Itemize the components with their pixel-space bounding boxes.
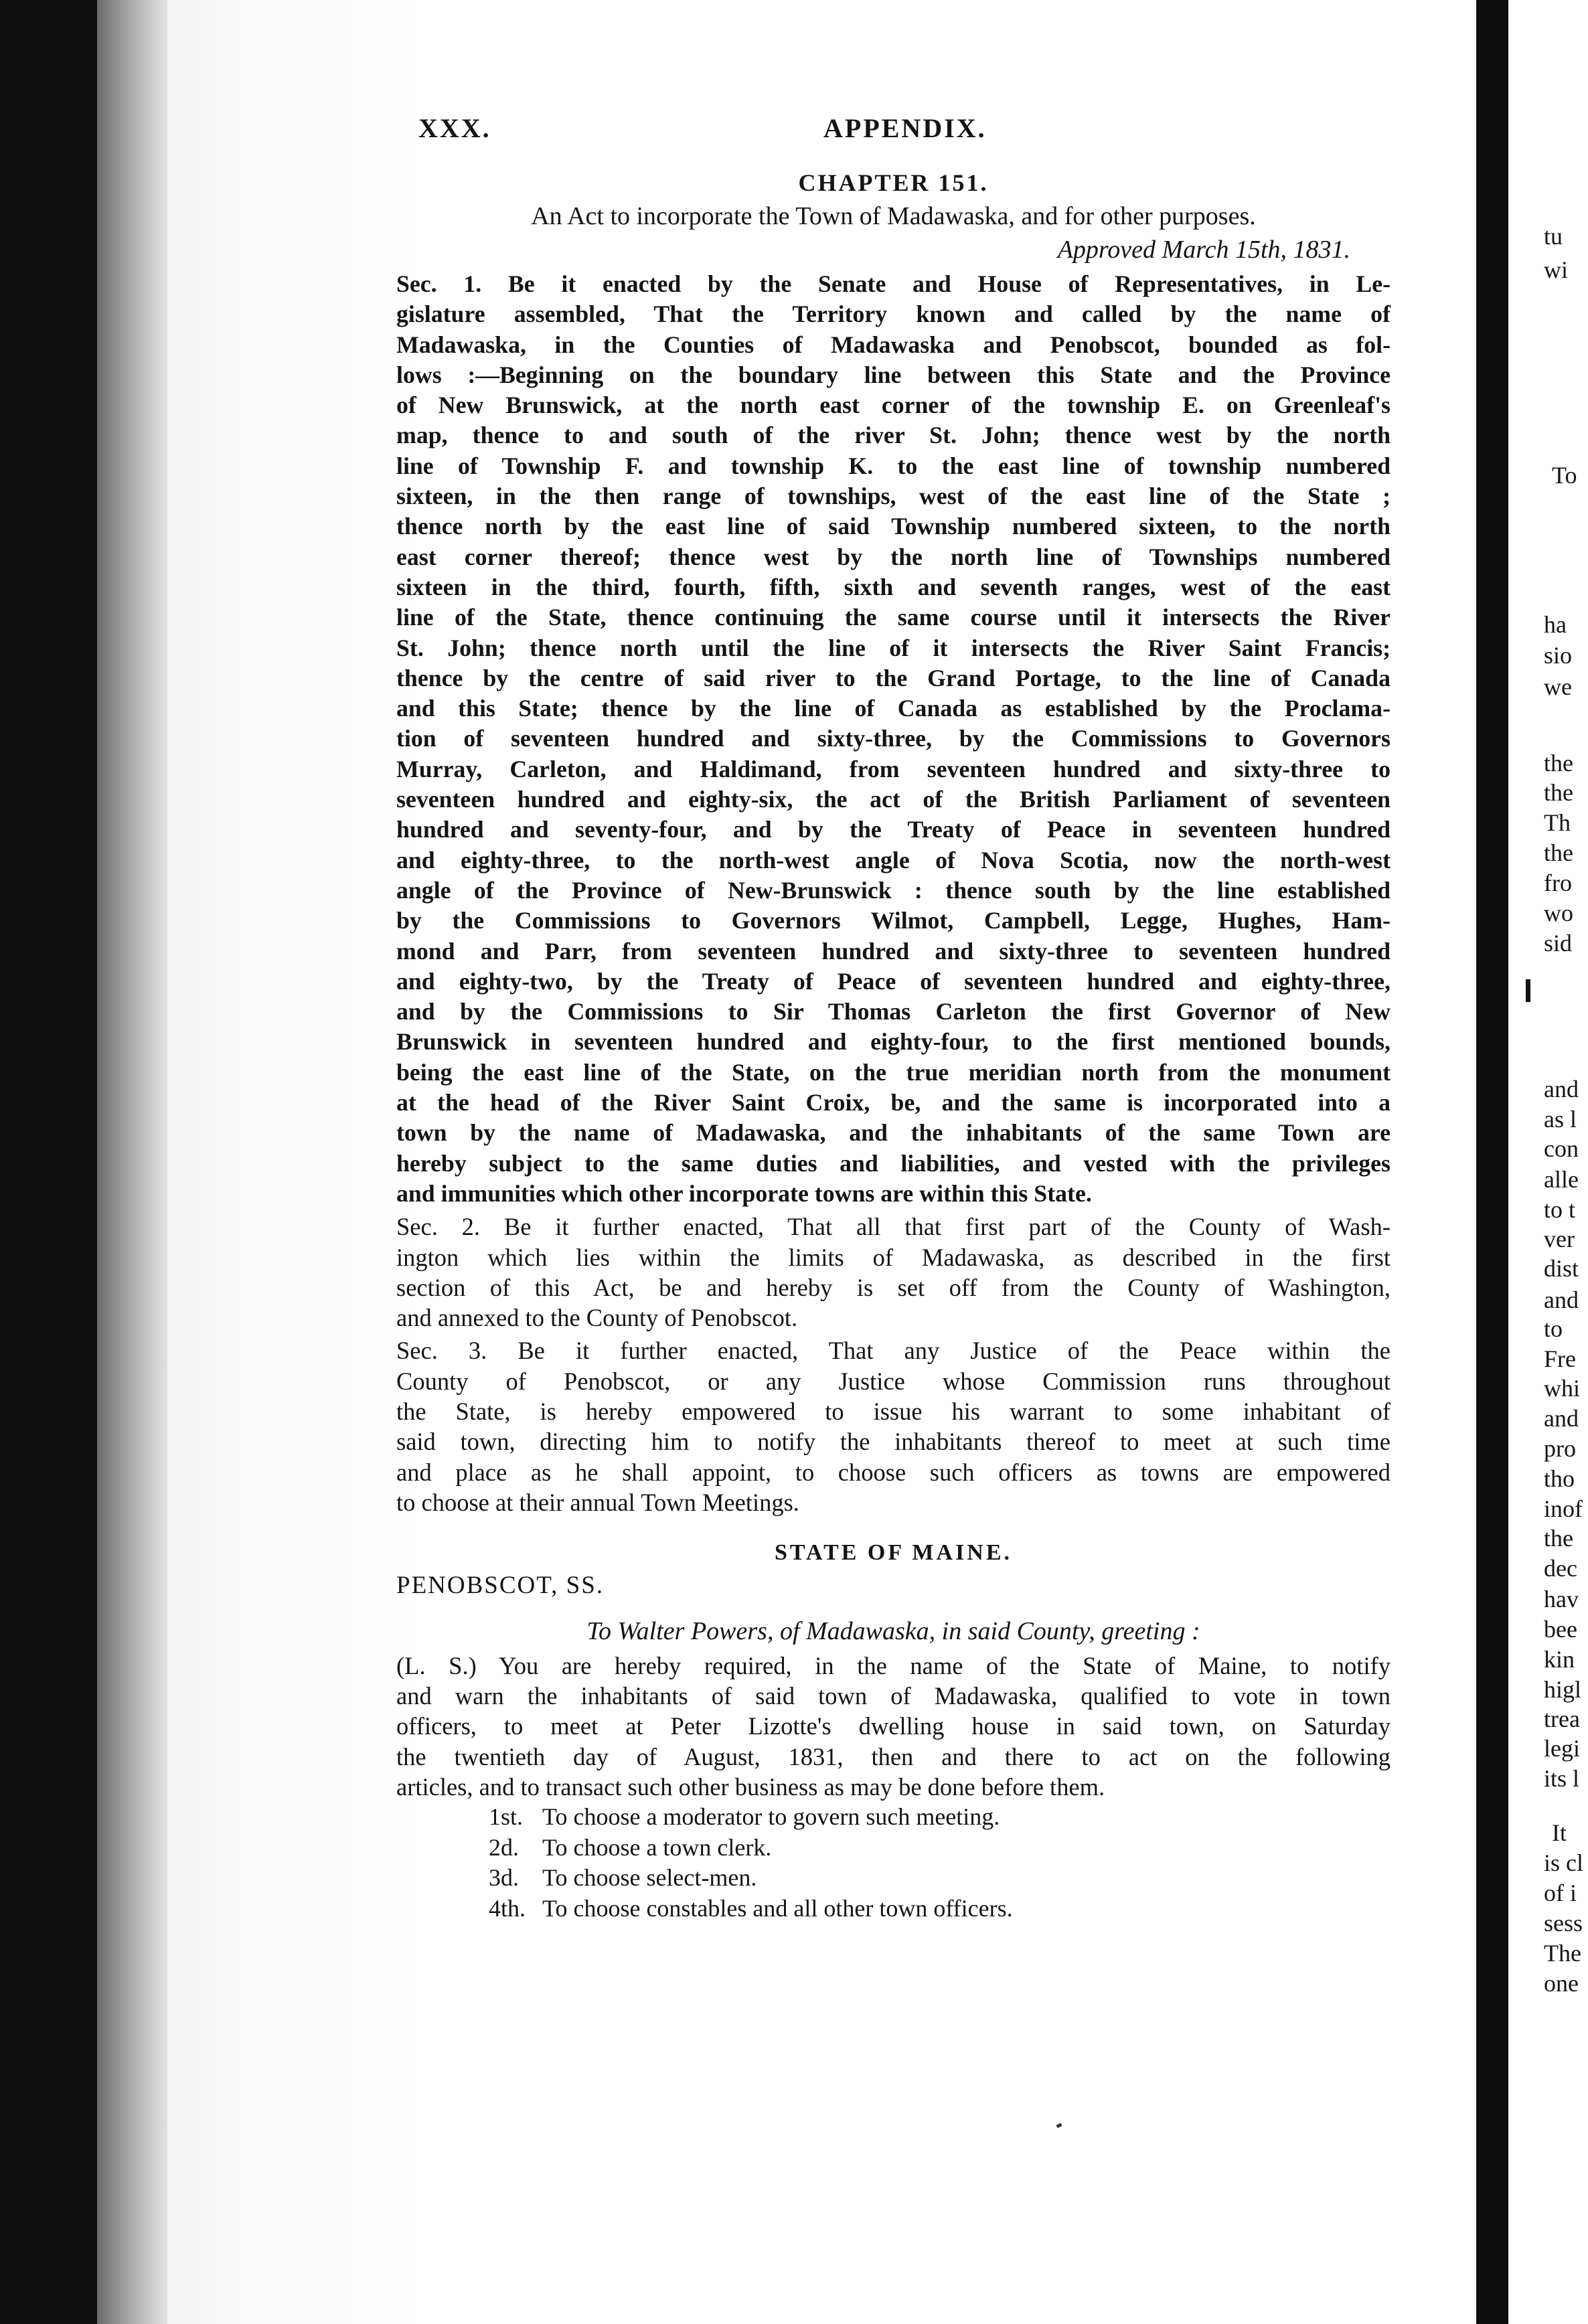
fragment-text: Fre: [1544, 1345, 1576, 1372]
state-heading: STATE OF MAINE.: [774, 1540, 1012, 1566]
text-line: Madawaska, in the Counties of Madawaska and Penobscot, bounded as fol-: [396, 331, 1391, 358]
text-line: thence by the centre of said river to the Grand Portage, to the line of Canada: [396, 664, 1391, 691]
fragment-text: ha: [1544, 611, 1567, 638]
running-title: APPENDIX.: [823, 113, 987, 143]
fragment-text: pro: [1544, 1435, 1576, 1462]
text-line: and eighty-three, to the north-west angle of Nova Scotia, now the north-west: [396, 846, 1391, 874]
fragment-text: To: [1552, 462, 1577, 489]
section-1-lines: [396, 269, 1391, 1179]
article-item: [489, 1863, 1391, 1894]
adjacent-page-fragment: [1512, 0, 1588, 2324]
text-line: Murray, Carleton, and Haldimand, from seventeen hundred and sixty-three to: [396, 755, 1391, 782]
fragment-text: dec: [1544, 1555, 1577, 1582]
article-item: [489, 1833, 1391, 1863]
warrant-greeting: To Walter Powers, of Madawaska, in said County, greeting :: [586, 1616, 1200, 1645]
text-line: St. John; thence north until the line of it intersects the River Saint Francis;: [396, 634, 1391, 661]
text-line: by the Commissions to Governors Wilmot, Campbell, Legge, Hughes, Ham-: [396, 907, 1391, 934]
fragment-text: is cl: [1544, 1849, 1583, 1876]
warrant-lines: [396, 1651, 1391, 1772]
text-line: sixteen, in the then range of townships, west of the east line of the State ;: [396, 483, 1391, 510]
fragment-text: its l: [1544, 1765, 1580, 1792]
fragment-text: whi: [1544, 1375, 1580, 1402]
article-text: To choose select-men.: [542, 1864, 757, 1892]
text-line: angle of the Province of New-Brunswick : thence south by the line established: [396, 876, 1391, 904]
page-divider-shadow: [1476, 0, 1508, 2324]
fragment-text: It: [1552, 1819, 1567, 1846]
warrant-last-line: articles, and to transact such other business as may be done before them.: [396, 1772, 1105, 1801]
text-line: lows :—Beginning on the boundary line between this State and the Province: [396, 361, 1391, 388]
text-line: town by the name of Madawaska, and the inhabitants of the same Town are: [396, 1119, 1391, 1147]
text-line: and eighty-two, by the Treaty of Peace of seventeen hundred and eighty-three,: [396, 967, 1391, 995]
text-line: said town, directing him to notify the inhabitants thereof to meet at such time: [396, 1428, 1391, 1456]
fragment-text: and: [1544, 1405, 1579, 1432]
text-line: the State, is hereby empowered to issue his warrant to some inhabitant of: [396, 1397, 1391, 1425]
fragment-text: fro: [1544, 869, 1572, 896]
fragment-text: dist: [1544, 1255, 1579, 1282]
fragment-text: tho: [1544, 1465, 1575, 1492]
page-number: XXX.: [418, 113, 491, 143]
fragment-text: the: [1544, 839, 1573, 866]
fragment-text: to: [1544, 1315, 1563, 1342]
fragment-text: trea: [1544, 1706, 1580, 1732]
fragment-text: alle: [1544, 1166, 1579, 1193]
section-2-lines: [396, 1212, 1391, 1303]
fragment-text: con: [1544, 1135, 1579, 1162]
act-title: An Act to incorporate the Town of Madawaska, and for other purposes.: [531, 202, 1256, 230]
warrant-body: [396, 1651, 1391, 1802]
fragment-text: of i: [1544, 1880, 1577, 1906]
page-body: [396, 169, 1391, 1924]
fragment-text: sio: [1544, 642, 1573, 669]
text-line: map, thence to and south of the river St. John; thence west by the north: [396, 422, 1391, 449]
article-number: 1st.: [489, 1803, 524, 1831]
section-2: [396, 1212, 1391, 1333]
fragment-text: tu: [1544, 223, 1563, 250]
text-line: at the head of the River Saint Croix, be, and the same is incorporated into a: [396, 1089, 1391, 1116]
fragment-text: and: [1544, 1076, 1579, 1102]
fragment-text: The: [1544, 1940, 1581, 1967]
fragment-text: inof: [1544, 1495, 1583, 1522]
article-text: To choose a moderator to govern such meeting.: [542, 1803, 1000, 1831]
approval-date: Approved March 15th, 1831.: [1057, 236, 1350, 264]
fragment-text: as l: [1544, 1106, 1577, 1133]
article-text: To choose a town clerk.: [542, 1833, 772, 1861]
text-line: hundred and seventy-four, and by the Treaty of Peace in seventeen hundred: [396, 816, 1391, 843]
text-line: County of Penobscot, or any Justice whose Commission runs throughout: [396, 1367, 1391, 1395]
fragment-text: sid: [1544, 930, 1573, 957]
fragment-text: bee: [1544, 1616, 1577, 1643]
text-line: section of this Act, be and hereby is set off from the County of Washington,: [396, 1273, 1391, 1301]
text-line: of New Brunswick, at the north east corner of the township E. on Greenleaf's: [396, 392, 1391, 419]
article-number: 4th.: [489, 1894, 526, 1922]
fragment-text: legi: [1544, 1735, 1580, 1762]
warrant-articles: [396, 1802, 1391, 1924]
text-line: being the east line of the State, on the true meridian north from the monument: [396, 1058, 1391, 1086]
section-2-last-line: and annexed to the County of Penobscot.: [396, 1304, 798, 1332]
text-line: Brunswick in seventeen hundred and eighty-four, to the first mentioned bounds,: [396, 1028, 1391, 1056]
fragment-text: the: [1544, 1525, 1573, 1552]
article-number: 2d.: [489, 1833, 519, 1861]
chapter-heading: CHAPTER 151.: [798, 169, 989, 196]
section-3-last-line: to choose at their annual Town Meetings.: [396, 1488, 799, 1516]
text-line: Sec. 2. Be it further enacted, That all that first part of the County of Wash-: [396, 1213, 1391, 1241]
fragment-text: ver: [1544, 1226, 1575, 1252]
article-item: [489, 1802, 1391, 1833]
fragment-text: hav: [1544, 1586, 1579, 1612]
text-line: and warn the inhabitants of said town of Madawaska, qualified to vote in town: [396, 1682, 1391, 1710]
fragment-text: to t: [1544, 1196, 1576, 1223]
section-1: [396, 269, 1391, 1209]
text-line: thence north by the east line of said Township numbered sixteen, to the north: [396, 513, 1391, 540]
text-line: officers, to meet at Peter Lizotte's dwelling house in said town, on Saturday: [396, 1712, 1391, 1740]
text-line: ington which lies within the limits of Madawaska, as described in the first: [396, 1243, 1391, 1271]
text-line: line of the State, thence continuing the same course until it intersects the River: [396, 604, 1391, 631]
text-line: seventeen hundred and eighty-six, the act of the British Parliament of seventeen: [396, 786, 1391, 813]
fragment-text: the: [1544, 779, 1573, 806]
article-item: [489, 1894, 1391, 1924]
text-line: (L. S.) You are hereby required, in the name of the State of Maine, to notify: [396, 1651, 1391, 1679]
section-3: [396, 1335, 1391, 1517]
fragment-text: wi: [1544, 256, 1568, 283]
text-line: Sec. 3. Be it further enacted, That any Justice of the Peace within the: [396, 1337, 1391, 1365]
article-text: To choose constables and all other town officers.: [542, 1894, 1013, 1922]
fragment-text: kin: [1544, 1646, 1575, 1673]
fragment-text: wo: [1544, 900, 1573, 926]
text-line: the twentieth day of August, 1831, then and there to act on the following: [396, 1742, 1391, 1770]
text-line: and place as he shall appoint, to choose such officers as towns are empowered: [396, 1458, 1391, 1486]
text-line: line of Township F. and township K. to the east line of township numbered: [396, 452, 1391, 479]
text-line: Sec. 1. Be it enacted by the Senate and House of Representatives, in Le-: [396, 270, 1391, 297]
text-line: tion of seventeen hundred and sixty-three, by the Commissions to Governors: [396, 725, 1391, 752]
text-line: east corner thereof; thence west by the north line of Townships numbered: [396, 543, 1391, 570]
fragment-text: one: [1544, 1970, 1579, 1997]
fragment-text: higl: [1544, 1676, 1582, 1703]
text-line: hereby subject to the same duties and liabilities, and vested with the privileges: [396, 1149, 1391, 1177]
county-heading: PENOBSCOT, SS.: [396, 1572, 605, 1600]
fragment-text: and: [1544, 1286, 1579, 1313]
fragment-text: the: [1544, 750, 1573, 776]
text-line: and by the Commissions to Sir Thomas Carleton the first Governor of New: [396, 998, 1391, 1025]
text-line: sixteen in the third, fourth, fifth, sixth and seventh ranges, west of the east: [396, 573, 1391, 600]
section-1-last-line: and immunities which other incorporate towns are within this State.: [396, 1179, 1092, 1207]
fragment-text: Th: [1544, 809, 1571, 836]
fragment-text: we: [1544, 673, 1572, 700]
text-line: mond and Parr, from seventeen hundred and sixty-three to seventeen hundred: [396, 937, 1391, 965]
section-3-lines: [396, 1335, 1391, 1487]
scanner-background-left: [0, 0, 97, 2324]
text-line: and this State; thence by the line of Canada as established by the Proclama-: [396, 695, 1391, 722]
fragment-text: sess: [1544, 1910, 1583, 1936]
margin-mark: [1526, 979, 1530, 1002]
book-gutter-shadow: [97, 0, 167, 2324]
article-number: 3d.: [489, 1864, 519, 1892]
text-line: gislature assembled, That the Territory known and called by the name of: [396, 301, 1391, 328]
